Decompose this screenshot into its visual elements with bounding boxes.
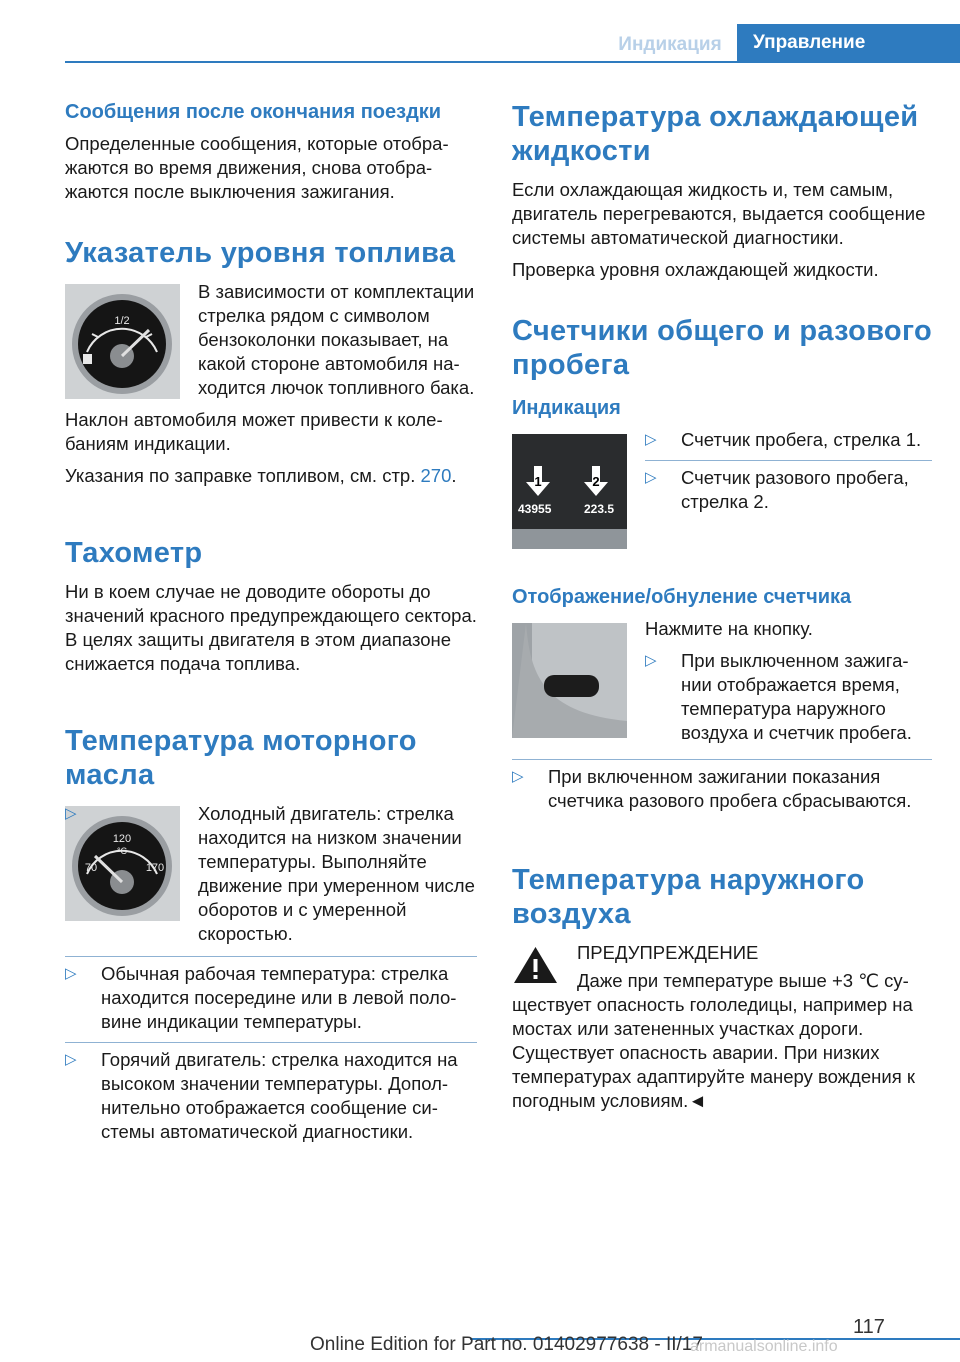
- oil-temp-heading: Температура моторного масла: [65, 725, 417, 791]
- list-item: ▷ Горячий двигатель: стрелка находится на высоком значении температуры. Дополнительно отображается сообщение системы автоматической диагностики.: [65, 1048, 477, 1144]
- fuel-text-2: Наклон автомобиля может привести к колебаниям индикации.: [65, 409, 443, 454]
- page-number: 117: [853, 1316, 885, 1338]
- triangle-bullet-icon: ▷: [65, 1051, 77, 1068]
- coolant-text-2: Проверка уровня охлаждающей жидкости.: [512, 259, 879, 280]
- page-link[interactable]: 270: [420, 465, 452, 486]
- fuel-gauge-heading: Указатель уровня топлива: [65, 237, 456, 269]
- reset-list: [645, 649, 932, 755]
- odometer-trip-value: 223.5: [584, 502, 615, 516]
- reset-subheading: Отображение/обнуление счетчика: [512, 586, 852, 608]
- list-item: ▷ Обычная рабочая температура: стрелка находится посередине или в левой половине индикации температуры.: [65, 962, 477, 1034]
- left-column: [65, 100, 477, 1154]
- display-subheading: Индикация: [512, 397, 621, 419]
- list-item: ▷ Счетчик пробега, стрелка 1.: [645, 429, 922, 450]
- tachometer-heading: Тахометр: [65, 537, 203, 569]
- display-list: [645, 428, 932, 524]
- triangle-bullet-icon: ▷: [645, 431, 657, 448]
- odometer-arrow-1-label: 1: [534, 474, 542, 489]
- edition-text: Online Edition for Part no. 01402977638 - II/17: [310, 1334, 703, 1355]
- odometer-total-value: 43955: [518, 502, 552, 516]
- reset-text: Нажмите на кнопку.: [645, 618, 813, 639]
- tab-control[interactable]: Управление: [737, 24, 960, 62]
- watermark: armanualsonline.info: [690, 1338, 838, 1355]
- list-item: ▷ Счетчик разового пробега, стрелка 2.: [645, 466, 932, 514]
- list-item: ▷ Холодный двигатель: стрелка находится на низком значении температуры. Выполняйте движение при умеренном числе оборотов и с умеренной скоростью.: [65, 803, 475, 944]
- trip-messages-text: Определенные сообщения, которые отображаются во время движения, снова отображаются после выключения зажигания.: [65, 133, 449, 202]
- right-column: [512, 100, 932, 1121]
- list-item: ▷ При включенном зажигании показания счетчика разового пробега сбрасываются.: [512, 765, 932, 813]
- reset-button-image: [512, 623, 627, 738]
- warning-text: Даже при температуре выше +3 ℃ существует опасность гололедицы, например на мостах или затененных участках дороги. Существует опасность аварии. При низких температурах адаптируйте манеру вождения к погодным условиям.◄: [512, 970, 915, 1111]
- tachometer-text: Ни в коем случае не доводите обороты до значений красного предупреждающего сектора. В целях защиты двигателя в этом диапазоне снижается подача топлива.: [65, 581, 477, 674]
- fuel-gauge-half-label: 1/2: [114, 315, 130, 327]
- triangle-bullet-icon: ▷: [645, 469, 657, 486]
- oil-temp-list-cont: [65, 962, 477, 1144]
- oil-gauge-70-label: 70: [84, 862, 98, 874]
- odometer-heading: Счетчики общего и разового пробега: [512, 315, 932, 381]
- header-rule: [65, 61, 960, 63]
- oil-gauge-120-label: 120: [112, 833, 132, 845]
- triangle-bullet-icon: ▷: [512, 768, 524, 785]
- tab-indication[interactable]: Индикация: [618, 33, 722, 55]
- outside-temp-heading: Температура наружного воздуха: [512, 864, 865, 930]
- reset-list-cont: [512, 765, 932, 813]
- warning-label: ПРЕДУПРЕЖДЕНИЕ: [577, 942, 759, 963]
- oil-temp-list: [65, 802, 477, 946]
- coolant-heading: Температура охлаждающей жидкости: [512, 101, 919, 167]
- trip-messages-heading: Сообщения после окончания поездки: [65, 101, 442, 123]
- odometer-display-image: [512, 434, 627, 549]
- triangle-bullet-icon: ▷: [645, 652, 657, 669]
- warning-icon: [512, 945, 559, 985]
- odometer-arrow-2-label: 2: [592, 474, 600, 489]
- list-item: ▷ При выключенном зажигании отображается время, температура наружного воздуха и счетчик пробега.: [645, 650, 912, 743]
- coolant-text-1: Если охлаждающая жидкость и, тем самым, двигатель перегреваются, выдается сообщение системы автоматической диагностики.: [512, 179, 926, 248]
- triangle-bullet-icon: ▷: [65, 965, 77, 982]
- triangle-bullet-icon: ▷: [65, 805, 77, 822]
- oil-gauge-170-label: 170: [145, 862, 165, 874]
- fuel-text-3: Указания по заправке топливом, см. стр. 270.: [65, 465, 457, 486]
- fuel-text-1: В зависимости от комплектации стрелка рядом с символом бензоколонки показывает, на какой стороне автомобиля находится лючок топливного бака.: [198, 281, 475, 398]
- oil-gauge-unit-label: °C: [116, 846, 128, 856]
- fuel-gauge-image: [65, 284, 180, 399]
